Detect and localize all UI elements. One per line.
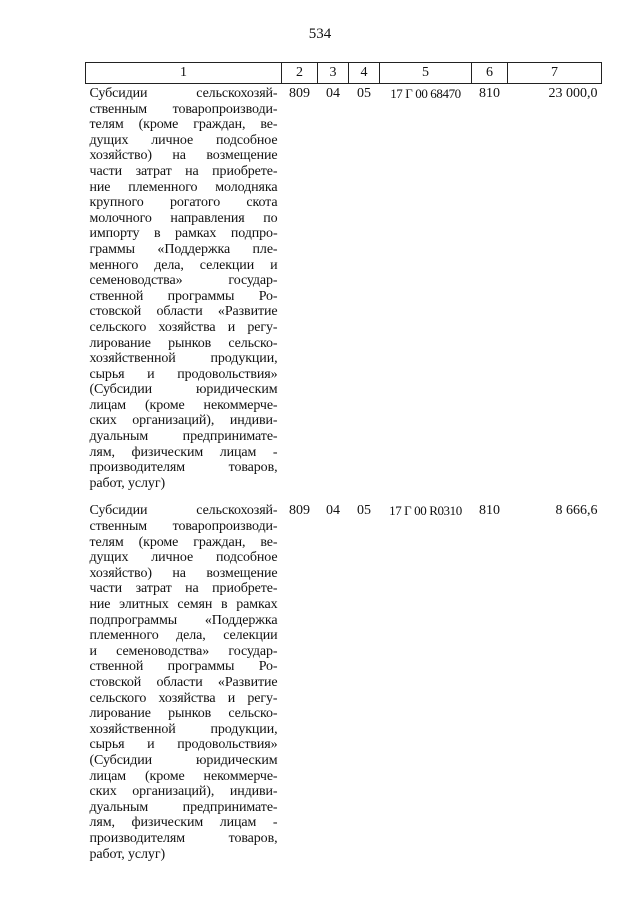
description-line: ние племенного молодняка <box>89 179 278 195</box>
description-line: и семеноводства» государ- <box>89 643 278 659</box>
description-line: сырья и продовольствия» <box>89 737 278 753</box>
amount: 8 666,6 <box>555 503 598 519</box>
header-col-6: 6 <box>472 63 508 84</box>
description-line: стовской области «Развитие <box>89 674 278 690</box>
description-line: ственной программы Ро- <box>89 288 278 304</box>
budget-table <box>85 62 602 862</box>
description-line: телям (кроме граждан, ве- <box>89 534 278 550</box>
description-line: дущих личное подсобное <box>89 550 278 566</box>
page-number: 534 <box>308 26 332 42</box>
description-line: дуальным предпринимате- <box>89 799 278 815</box>
row-description <box>86 84 282 492</box>
description-line: сельского хозяйства и регу- <box>89 319 278 335</box>
target-article-code: 17 Г 00 68470 <box>390 86 461 101</box>
description-line: хозяйственной продукции, <box>89 351 278 367</box>
description-line: ских организаций), индиви- <box>89 784 278 800</box>
description-line: дущих личное подсобное <box>89 132 278 148</box>
description-line: Субсидии сельскохозяй- <box>89 86 278 101</box>
amount: 23 000,0 <box>548 86 598 101</box>
section-code: 04 <box>326 86 340 101</box>
description-line: работ, услуг) <box>89 475 166 491</box>
header-row <box>86 63 602 84</box>
description-line: ственной программы Ро- <box>89 659 278 675</box>
description-line: стовской области «Развитие <box>89 304 278 320</box>
description-line: (Субсидии юридическим <box>89 752 278 768</box>
description-line: (Субсидии юридическим <box>89 382 278 398</box>
row-description <box>86 501 282 862</box>
description-line: ственным товаропроизводи- <box>89 519 278 535</box>
description-line: лям, физическим лицам - <box>89 444 278 460</box>
expense-type-code: 810 <box>479 503 500 519</box>
subsection-code: 05 <box>357 86 371 101</box>
row-spacer <box>86 491 602 501</box>
header-col-7: 7 <box>508 63 602 84</box>
description-line: ских организаций), индиви- <box>89 413 278 429</box>
target-article-code: 17 Г 00 R0310 <box>389 503 462 519</box>
description-line: менного дела, селекции и <box>89 257 278 273</box>
description-line: сельского хозяйства и регу- <box>89 690 278 706</box>
description-line: ние элитных семян в рамках <box>89 597 278 612</box>
subsection-code: 05 <box>357 503 371 519</box>
section-code: 04 <box>326 503 340 519</box>
description-line: лирование рынков сельско- <box>89 335 278 351</box>
description-line: молочного направления по <box>89 210 278 226</box>
header-col-5: 5 <box>380 63 472 84</box>
description-line: сырья и продовольствия» <box>89 366 278 382</box>
description-line: крупного рогатого скота <box>89 195 278 211</box>
description-line: лицам (кроме некоммерче- <box>89 397 278 413</box>
ministry-code: 809 <box>289 86 310 101</box>
header-col-4: 4 <box>349 63 380 84</box>
ministry-code: 809 <box>289 503 310 519</box>
description-line: телям (кроме граждан, ве- <box>89 117 278 133</box>
description-line: подпрограммы «Поддержка <box>89 612 278 628</box>
description-line: Субсидии сельскохозяй- <box>89 503 278 519</box>
description-line: части затрат на приобрете- <box>89 581 278 597</box>
header-col-3: 3 <box>318 63 349 84</box>
description-line: работ, услуг) <box>89 846 166 862</box>
header-col-2: 2 <box>282 63 318 84</box>
description-line: производителям товаров, <box>89 460 278 476</box>
description-line: лицам (кроме некоммерче- <box>89 768 278 784</box>
table-row <box>86 84 602 492</box>
expense-type-code: 810 <box>479 86 500 101</box>
row-spacer-cell <box>86 491 602 501</box>
description-line: ственным товаропроизводи- <box>89 101 278 117</box>
description-line: части затрат на приобрете- <box>89 163 278 179</box>
description-line: семеноводства» государ- <box>89 273 278 289</box>
description-line: племенного дела, селекции <box>89 628 278 644</box>
description-line: производителям товаров, <box>89 830 278 846</box>
description-line: дуальным предпринимате- <box>89 429 278 445</box>
description-line: хозяйство) на возмещение <box>89 565 278 581</box>
description-line: хозяйственной продукции, <box>89 721 278 737</box>
description-line: граммы «Поддержка пле- <box>89 241 278 257</box>
description-line: хозяйство) на возмещение <box>89 148 278 164</box>
description-line: лирование рынков сельско- <box>89 706 278 722</box>
description-line: лям, физическим лицам - <box>89 815 278 831</box>
header-col-1: 1 <box>86 63 282 84</box>
description-line: импорту в рамках подпро- <box>89 226 278 242</box>
table-row <box>86 501 602 862</box>
